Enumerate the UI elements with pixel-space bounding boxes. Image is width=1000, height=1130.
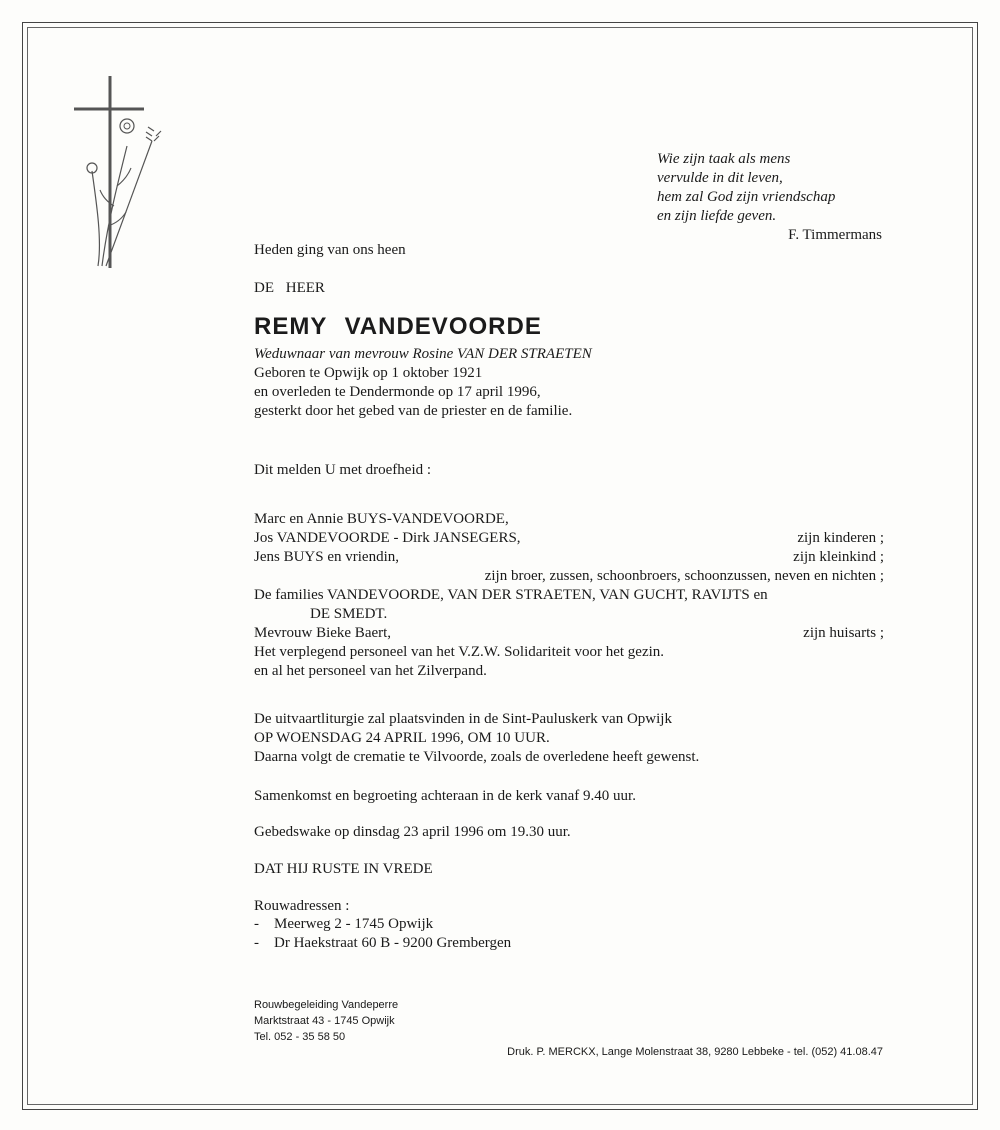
mourner-name: Het verplegend personeel van het V.Z.W. Solidariteit voor het gezin. bbox=[254, 644, 665, 660]
list-item: - Meerweg 2 - 1745 Opwijk bbox=[254, 916, 434, 932]
mourner-row bbox=[254, 510, 884, 529]
mourner-name: en al het personeel van het Zilverpand. bbox=[254, 663, 487, 679]
mourner-name: Jos VANDEVOORDE - Dirk JANSEGERS, bbox=[254, 530, 521, 546]
widower-line: Weduwnaar van mevrouw Rosine VAN DER STRAETEN bbox=[254, 346, 592, 362]
vigil-line: Gebedswake op dinsdag 23 april 1996 om 19.30 uur. bbox=[254, 824, 571, 840]
mourner-name: DE SMEDT. bbox=[310, 606, 388, 622]
funeral-line: De uitvaartliturgie zal plaatsvinden in de Sint-Pauluskerk van Opwijk bbox=[254, 711, 672, 727]
undertaker-address: Marktstraat 43 - 1745 Opwijk bbox=[254, 1015, 395, 1027]
mourner-name: De families VANDEVOORDE, VAN DER STRAETEN, VAN GUCHT, RAVIJTS en bbox=[254, 587, 768, 603]
undertaker-name: Rouwbegeleiding Vandeperre bbox=[254, 999, 399, 1011]
deceased-name: REMY VANDEVOORDE bbox=[254, 313, 542, 340]
mourner-row bbox=[254, 586, 884, 605]
strengthened-line: gesterkt door het gebed van de priester en de familie. bbox=[254, 403, 573, 419]
funeral-date: OP WOENSDAG 24 APRIL 1996, OM 10 UUR. bbox=[254, 730, 550, 746]
died-line: en overleden te Dendermonde op 17 april 1996, bbox=[254, 384, 541, 400]
funeral-line: Daarna volgt de crematie te Vilvoorde, zoals de overledene heeft gewenst. bbox=[254, 749, 700, 765]
address-item: Meerweg 2 - 1745 Opwijk bbox=[274, 916, 434, 932]
mourner-row bbox=[254, 624, 884, 643]
announce-line: Dit melden U met droefheid : bbox=[254, 462, 432, 478]
mourner-row bbox=[254, 548, 884, 567]
poem-line: vervulde in dit leven, bbox=[657, 170, 783, 186]
mourner-row bbox=[254, 567, 884, 586]
address-item: Dr Haekstraat 60 B - 9200 Grembergen bbox=[274, 935, 512, 951]
mourner-name: Marc en Annie BUYS-VANDEVOORDE, bbox=[254, 511, 509, 527]
title-prefix: DE HEER bbox=[254, 280, 325, 296]
poem-line: Wie zijn taak als mens bbox=[657, 151, 791, 167]
mourner-name: Mevrouw Bieke Baert, bbox=[254, 625, 392, 641]
address-list bbox=[254, 915, 511, 953]
poem-author: F. Timmermans bbox=[788, 227, 882, 243]
poem-line: hem zal God zijn vriendschap bbox=[657, 189, 836, 205]
poem bbox=[657, 150, 882, 245]
list-item: - Dr Haekstraat 60 B - 9200 Grembergen bbox=[254, 935, 512, 951]
mourner-relation: zijn huisarts ; bbox=[803, 625, 884, 641]
mourner-name: Jens BUYS en vriendin, bbox=[254, 549, 399, 565]
undertaker-phone: Tel. 052 - 35 58 50 bbox=[254, 1031, 346, 1043]
rest-in-peace: DAT HIJ RUSTE IN VREDE bbox=[254, 861, 433, 877]
addresses-heading: Rouwadressen : bbox=[254, 898, 350, 914]
born-line: Geboren te Opwijk op 1 oktober 1921 bbox=[254, 365, 483, 381]
cross-flower-icon bbox=[72, 76, 172, 272]
poem-line: en zijn liefde geven. bbox=[657, 208, 777, 224]
mourner-relation: zijn kinderen ; bbox=[797, 530, 884, 546]
mourner-relation: zijn broer, zussen, schoonbroers, schoonzussen, neven en nichten ; bbox=[484, 568, 884, 584]
mourner-row bbox=[254, 529, 884, 548]
printer-credit: Druk. P. MERCKX, Lange Molenstraat 38, 9280 Lebbeke - tel. (052) 41.08.47 bbox=[507, 1046, 883, 1058]
mourner-relation: zijn kleinkind ; bbox=[793, 549, 884, 565]
intro-text: Heden ging van ons heen bbox=[254, 242, 406, 258]
gathering-line: Samenkomst en begroeting achteraan in de kerk vanaf 9.40 uur. bbox=[254, 788, 636, 804]
